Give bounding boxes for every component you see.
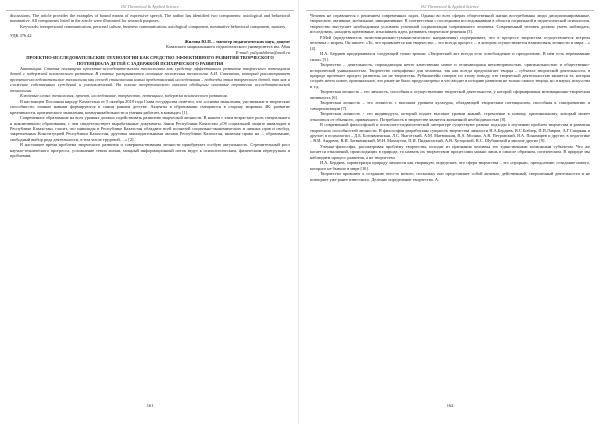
paragraph: В настоящее время проблема творческого развития и совершенствования личности приобретает особую актуальность. Стремительный рост научно-технического прогресса, усложнение темпа жизни, мощный информационный поток ведут к психологическим, физическим перегрузкам и проблемам, <box>10 142 290 159</box>
udc-code: УДК 376.42 <box>10 33 32 39</box>
paragraph: Творчество – деятельность, порождающая нечто качественно новое и отличающаяся неповторимостью, оригинальностью и общественно-исторической уникальностью. Творчество специфично для человека, так как всегда предполагает творца – субъекта творческой деятельности, в природе протекает процесс развития, но не творчества. Рубинштейн говорит по этому поводу, что творческой деятельностью является та, которая создаёт нечто новое, оригинальное, что ранее не было предусмотрено и что входит в историю развития не только самого творца, но и науки, искусства и т.д. <box>310 62 590 89</box>
right-page <box>304 0 596 424</box>
paragraph: Творческая личность - это индивидуум, который подает высокие уровни знаний, стремление к новому, оригинальному, который может отказаться от обычного, привычного. Потребность в творчестве является жизненной необходимостью [8]. <box>310 111 590 122</box>
paragraph: И.А. Бердяев придерживался следующей точки зрения: «Творческий акт всегда есть освобождение и преодоление. В нём есть переживание силы» [5]. <box>310 51 590 62</box>
running-header-left: ISJ Theoretical & Applied Science <box>121 4 179 9</box>
page-number-right: 162 <box>446 403 454 408</box>
paragraph: Творческая личность – это личность с высоким уровнем культуры, обладающей творческим потенциалом, способная к саморазвитию и самореализации [7]. <box>310 100 590 111</box>
author-affiliation: Казахского национального педагогического университета им. Абая <box>165 44 290 50</box>
paragraph: И.А. Бердяев, характеризуя природу личности как творящую, определяет, что сфера творчества – это «прорыв», преодоление, созидание нового, которого не бывало в мире [10]. <box>310 160 590 171</box>
right-page-body <box>310 13 590 182</box>
keywords: Ключевые слова: технология, проект, исследование, творчество, потенциал, задержка психического развития. <box>20 93 228 99</box>
header-rule <box>6 10 294 11</box>
paragraph: Р.Мей (представитель экзистенциально-гуманистического направления) подчеркивает, что в процессе творчества осуществляется встреча человека с миром. Он пишет: «То, что проявляется как творчество – это всегда процесс ... в котором осуществляется взаимосвязь личности и мира ...» [4]. <box>310 34 590 51</box>
header-rule <box>306 10 594 11</box>
paragraph: В современной философской и психолого-педагогической литературе существуют разные подходы к изучению проблем творчества и развития творческих способностей личности. В философии разработаны сущность творчества личности Н.А.Бердяев, В.С.Библер, П.П.Лавров, А.Г.Спиркин и другие; в психологии – Д.Б. Богоявленская, Л.С. Выготский, А.М. Матюшкин, В.А. Моляко, А.В. Петровский, Я.А. Пономарев и другие; в педагогике – В.И. Андреев, В.И. Загвязинский, М.Н. Махмутов, П.И. Пидкасистый, А.В. Хуторской, В.С. Шубинский и многие другие [9]. <box>310 122 590 144</box>
page-gutter <box>298 0 299 424</box>
left-page-body <box>10 13 290 159</box>
email-text: E-mail: yuliyazhilova@mail.ru <box>235 49 290 55</box>
paragraph: Творчество признают к созданию чего-то нового, поскольку оно представляет собой активно, действенный, сверхличный деятельности и не повторяет уже ранее известного. Деление определение творчества. А. <box>310 171 590 182</box>
author-line: Жилова Ю.П. – магистр педагогических наук, доцент <box>184 38 290 44</box>
intro-abstract: discussions. The article provides the examples of bound means of expressive speech. The author has identified two components: axiological and behavioral nominative. All components listed in the article were illustrated for research purposes. <box>10 13 290 24</box>
paragraph: Ученые-философы, рассматривая проблему творчества, исходят из признания человека его единственным возможным субъектом. Что же касается отношений, происходящих в природе, то назвать их творчеством процессами можно лишь в смысле образном, поэтическом. В природе мы наблюдаем процесс развития, а не творчество. <box>310 143 590 160</box>
article-title: ПРОЕКТНО-ИССЛЕДОВАТЕЛЬСКИЕ ТЕХНОЛОГИИ КАК СРЕДСТВО ЭФФЕКТИВНОГО РАЗВИТИЯ ТВОРЧЕСКОГО ПОТЕНЦИАЛА ДЕТЕЙ С ЗАДЕРЖКОЙ ПСИХИЧЕСКОГО РАЗВИТИЯ <box>26 55 274 66</box>
paragraph: Человек не справляется с решением современных задач. Однако во всех сферах общественной жизни востребованы люди дисциплинированные, творческие, активные, мобильные, инициативные. В соответствии с последними исследованиями в области социальной и педагогической психологии, творчество выступает необходимым условием успешной социализации современного человека. Современный человек должен уметь наблюдать, исследовать, находить креативные, изыскивать идеи, развивать творческие решения [3]. <box>310 13 590 35</box>
paragraph: Творческая личность – это личность, способная к осуществлению творческой деятельности, у которой сформированы мотивационно-творческая активность [6]. <box>310 89 590 100</box>
paragraph: В настоящем Послании народу Казахстана от 5 октября 2018 года Глава государства отметил, что «основы мышления, умственные и творческие способности, личные навыки формируются в самом раннем детстве. Акценты в образовании смещаются в сторону мировых 4К: развитие креативности, критического мышления, коммуникабельности и умения работать в команде» [1]. <box>10 98 290 115</box>
left-page <box>4 0 296 424</box>
page-number-left: 161 <box>146 403 154 408</box>
paragraph: Современное образование на всех уровнях должно содействовать развитию творческой личности. В нашем с этим возрастает роль специального и инклюзивного образования, с чем свидетельствует выработанные документы. Закон Республики Казахстан «Об социальной защите инвалидов в Республике Казахстан» гласит, что инвалиды в Республике Казахстан обладают всей полнотой социально-экономических и личных прав и свобод, закрепленных Конституцией Республики Казахстан, другими законодательными актами Республики Казахстан, включая право на ... образование, свободный выбор рода деятельности, в том числе трудовой, ...» [2]. <box>10 115 290 142</box>
running-header-right: ISJ Theoretical & Applied Science <box>421 4 479 9</box>
abstract: Аннотация. Статья посвящена проектно-исследовательским технологиям как средству эффективного развития творческого потенциала детей с задержкой психического развития. В статье раскрываются основные положения технологии А.И. Савенкова, который рассматривает проектно-исследовательские технологии как способ становления новых представлений исследования – подъезды этим творческого детей, так как и сложение собственных суждений и умозаключений. На основе теоретического анализа обобщены основные стратегии исследовательской технологии. <box>10 65 290 93</box>
intro-keywords: Keywords: interpersonal communication, personal culture, business communication, axiological component, nominative behavioral component, mastery. <box>20 23 287 29</box>
